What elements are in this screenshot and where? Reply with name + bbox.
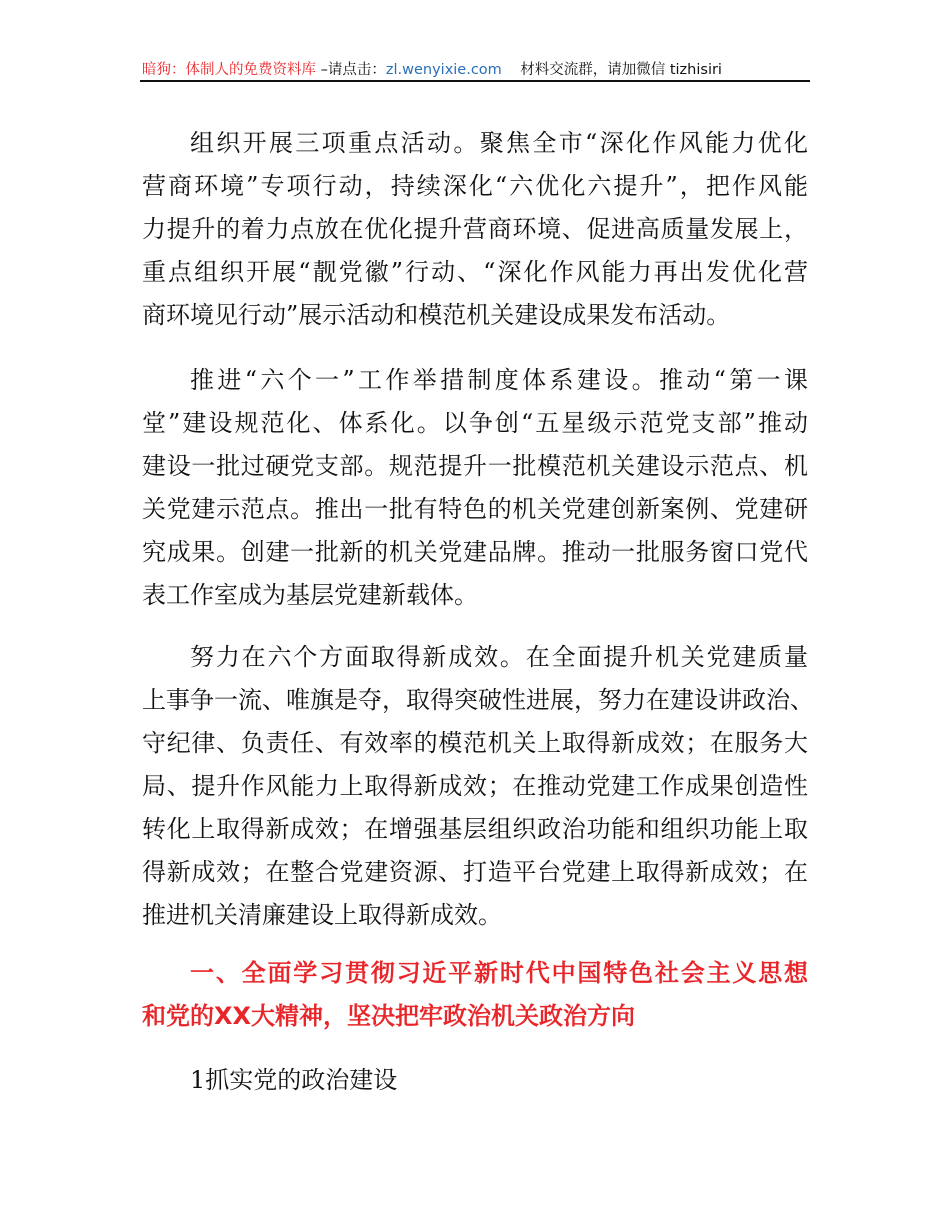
paragraph-line: 究成果。创建一批新的机关党建品牌。推动一批服务窗口党代 bbox=[142, 538, 808, 566]
header-group: 材料交流群，请加微信 tizhisiri bbox=[501, 62, 722, 78]
paragraph-line: 转化上取得新成效；在增强基层组织政治功能和组织功能上取 bbox=[142, 815, 808, 843]
header-prompt: –请点击： bbox=[316, 62, 386, 78]
paragraph-line: 表工作室成为基层党建新载体。 bbox=[142, 581, 478, 609]
subheading: 1抓实党的政治建设 bbox=[190, 1066, 398, 1094]
paragraph-line: 营商环境”专项行动，持续深化“六优化六提升”，把作风能 bbox=[142, 172, 808, 200]
paragraph-line: 守纪律、负责任、有效率的模范机关上取得新成效；在服务大 bbox=[142, 729, 808, 757]
section-heading-line: 和党的XX大精神，坚决把牢政治机关政治方向 bbox=[142, 1002, 636, 1030]
header-url-link[interactable]: zl.wenyixie.com bbox=[385, 62, 502, 78]
paragraph-line: 重点组织开展“靓党徽”行动、“深化作风能力再出发优化营 bbox=[142, 258, 808, 286]
paragraph-line: 建设一批过硬党支部。规范提升一批模范机关建设示范点、机 bbox=[142, 452, 808, 480]
header-source: 暗狗：体制人的免费资料库 bbox=[142, 62, 316, 78]
paragraph-line: 推进机关清廉建设上取得新成效。 bbox=[142, 901, 502, 929]
paragraph-line: 堂”建设规范化、体系化。以争创“五星级示范党支部”推动 bbox=[142, 409, 808, 437]
watermark-header bbox=[142, 58, 810, 79]
paragraph-line: 商环境见行动”展示活动和模范机关建设成果发布活动。 bbox=[142, 301, 731, 329]
paragraph-line: 得新成效；在整合党建资源、打造平台党建上取得新成效；在 bbox=[142, 858, 808, 886]
paragraph-line: 推进“六个一”工作举措制度体系建设。推动“第一课 bbox=[190, 366, 808, 394]
paragraph-line: 努力在六个方面取得新成效。在全面提升机关党建质量 bbox=[190, 643, 808, 671]
paragraph-line: 局、提升作风能力上取得新成效；在推动党建工作成果创造性 bbox=[142, 772, 808, 800]
paragraph-line: 上事争一流、唯旗是夺，取得突破性进展，努力在建设讲政治、 bbox=[142, 686, 814, 714]
paragraph-line: 力提升的着力点放在优化提升营商环境、促进高质量发展上， bbox=[142, 215, 808, 243]
paragraph-line: 组织开展三项重点活动。聚焦全市“深化作风能力优化 bbox=[190, 129, 808, 157]
header-divider bbox=[140, 80, 810, 82]
section-heading-line: 一、全面学习贯彻习近平新时代中国特色社会主义思想 bbox=[190, 959, 808, 987]
paragraph-line: 关党建示范点。推出一批有特色的机关党建创新案例、党建研 bbox=[142, 495, 808, 523]
